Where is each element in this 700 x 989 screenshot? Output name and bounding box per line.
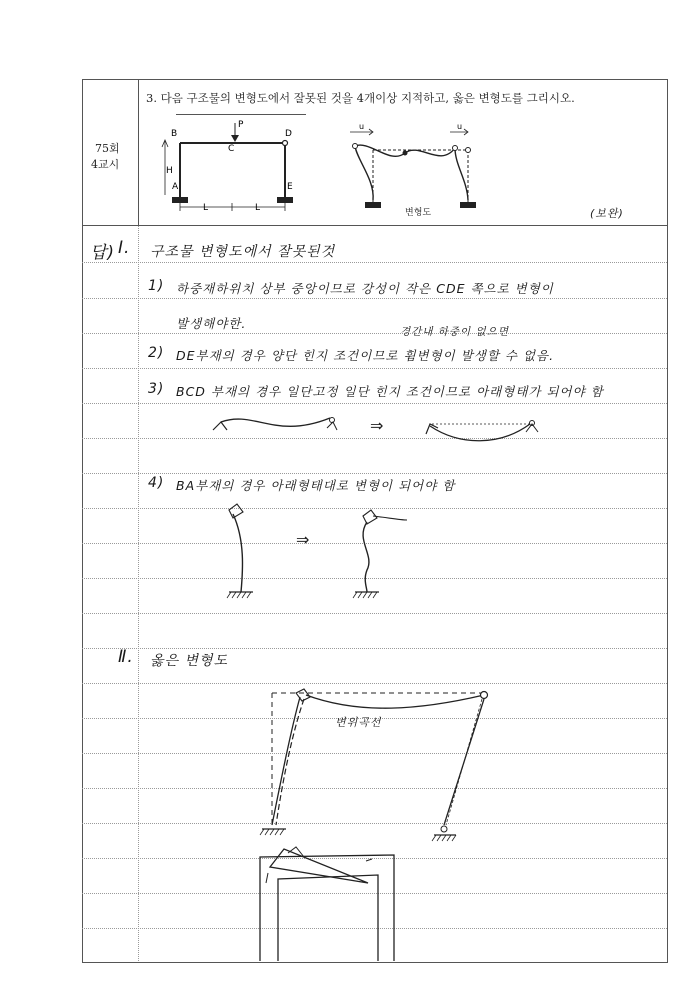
item4-arrow: ⇒: [296, 530, 310, 549]
item2-number: 2): [148, 345, 165, 361]
label-u1: u: [359, 122, 365, 131]
label-d: D: [285, 129, 292, 139]
frame-structure-figure: [150, 115, 310, 215]
label-u2: u: [457, 122, 463, 131]
item3-number: 3): [148, 381, 165, 397]
ruled-line: [82, 298, 667, 299]
ruled-line: [82, 648, 667, 649]
correct-deformation-sketch: [260, 685, 500, 850]
ruled-line: [82, 508, 667, 509]
label-p: P: [238, 120, 244, 130]
label-h: H: [166, 166, 173, 176]
section1-numeral: Ⅰ.: [118, 238, 131, 258]
session-label: 75회: [95, 142, 120, 155]
section2-numeral: Ⅱ.: [118, 647, 134, 667]
ruled-line: [82, 368, 667, 369]
period-label: 4교시: [91, 158, 120, 171]
margin-line: [138, 226, 139, 961]
label-b: B: [171, 129, 178, 139]
handwritten-tag: (보완): [590, 207, 624, 220]
item4-number: 4): [148, 475, 165, 491]
label-l1: L: [203, 203, 209, 213]
ruled-line: [82, 613, 667, 614]
item2-line1: DE부재의 경우 양단 힌지 조건이므로 휨변형이 발생할 수 없음.: [176, 348, 555, 363]
item3-sketch-wrong: [205, 410, 345, 450]
ruled-line: [82, 262, 667, 263]
displacement-curve-label: 변위곡선: [335, 716, 382, 729]
item4-sketch-wrong: [215, 500, 275, 605]
ruled-line: [82, 333, 667, 334]
section1-title: 구조물 변형도에서 잘못된것: [150, 244, 336, 260]
header-column-divider: [138, 79, 139, 225]
deformation-caption: 변형도: [405, 208, 432, 218]
ruled-line: [82, 403, 667, 404]
label-l2: L: [255, 203, 261, 213]
item4-sketch-correct: [345, 510, 415, 605]
item3-line1: BCD 부재의 경우 일단고정 일단 힌지 조건이므로 아래형태가 되어야 함: [176, 384, 604, 399]
ruled-line: [82, 438, 667, 439]
item4-line1: BA부재의 경우 아래형태대로 변형이 되어야 함: [176, 478, 456, 493]
label-e: E: [287, 182, 293, 192]
item2-insert: 경간내 하중이 없으면: [400, 326, 509, 338]
partial-frame-sketch: [248, 843, 408, 963]
label-a: A: [172, 182, 179, 192]
item3-arrow: ⇒: [370, 416, 384, 435]
ruled-line: [82, 473, 667, 474]
answer-label: 답): [90, 243, 116, 263]
header-divider: [82, 225, 667, 226]
item1-line2: 발생해야한.: [176, 316, 247, 331]
item1-line1: 하중재하위치 상부 중앙이므로 강성이 작은 CDE 쪽으로 변형이: [176, 281, 554, 296]
question-text: 3. 다음 구조물의 변형도에서 잘못된 것을 4개이상 지적하고, 옳은 변형도를 그리시오.: [146, 91, 575, 105]
item1-number: 1): [148, 278, 165, 294]
ruled-line: [82, 683, 667, 684]
label-c: C: [228, 144, 235, 154]
item3-sketch-correct: [420, 410, 550, 450]
section2-title: 옳은 변형도: [150, 653, 229, 669]
